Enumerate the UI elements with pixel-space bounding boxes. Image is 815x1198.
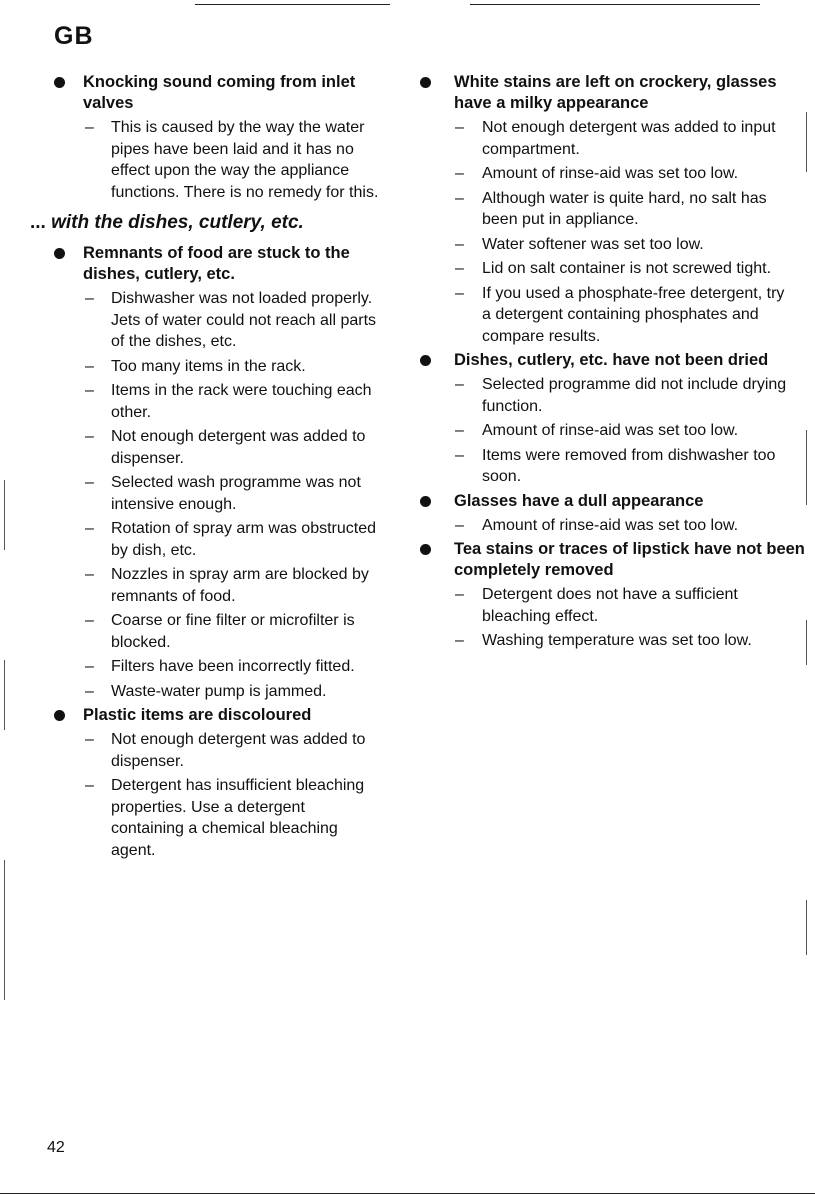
cause-item: – Amount of rinse-aid was set too low. <box>455 165 739 182</box>
bullet-icon <box>420 355 431 366</box>
cause-item: – Detergent does not have a sufficient bleaching effect. <box>455 586 738 625</box>
issue-block <box>0 72 400 203</box>
section-title: ... with the dishes, cutlery, etc. <box>30 212 304 233</box>
left-column <box>0 72 400 864</box>
cause-item: – Amount of rinse-aid was set too low. <box>455 422 739 439</box>
issue-heading: Knocking sound coming from inlet valves <box>83 73 356 112</box>
scan-margin-line <box>4 860 5 1000</box>
cause-item: – Detergent has insufficient bleaching properties. Use a detergent containing a chemical bleaching agent. <box>85 777 365 859</box>
bullet-icon <box>54 248 65 259</box>
cause-item: – Too many items in the rack. <box>85 357 306 375</box>
issue-heading: Dishes, cutlery, etc. have not been dried <box>454 351 769 369</box>
bottom-rule <box>0 1193 815 1194</box>
cause-item: – Dishwasher was not loaded properly. Jets of water could not reach all parts of the dishes, etc. <box>85 290 377 350</box>
scan-margin-line <box>806 900 807 955</box>
right-column <box>415 72 815 655</box>
cause-item: – Not enough detergent was added to input compartment. <box>455 119 776 158</box>
bullet-icon <box>420 496 431 507</box>
issue-block <box>0 243 400 702</box>
scan-margin-line <box>806 430 807 505</box>
bullet-icon <box>54 77 65 88</box>
cause-list <box>0 729 400 861</box>
issue-heading: Glasses have a dull appearance <box>454 491 704 510</box>
cause-item: – Filters have been incorrectly fitted. <box>85 658 355 675</box>
scan-margin-line <box>4 660 5 730</box>
cause-item: – This is caused by the way the water pipes have been laid and it has no effect upon the way the appliance functions. There is no remedy for this. <box>85 119 379 201</box>
cause-list <box>415 584 815 652</box>
bullet-icon <box>420 544 431 555</box>
issue-block <box>415 539 815 652</box>
issue-block <box>0 705 400 861</box>
issue-heading: Plastic items are discoloured <box>83 706 312 724</box>
cause-item: – Although water is quite hard, no salt has been put in appliance. <box>455 189 767 228</box>
cause-list <box>415 515 815 537</box>
cause-item: – Coarse or fine filter or microfilter is blocked. <box>85 612 355 651</box>
cause-item: – Not enough detergent was added to dispenser. <box>85 428 366 467</box>
cause-item: – Selected wash programme was not intensive enough. <box>85 474 361 513</box>
top-rule <box>195 4 390 5</box>
cause-item: – Water softener was set too low. <box>455 235 704 253</box>
cause-item: – Amount of rinse-aid was set too low. <box>455 516 739 534</box>
cause-item: – Waste-water pump is jammed. <box>85 682 327 700</box>
page-number: 42 <box>47 1139 65 1156</box>
issue-block <box>415 350 815 488</box>
cause-item: – Washing temperature was set too low. <box>455 632 752 649</box>
cause-list <box>0 117 400 203</box>
scan-margin-line <box>806 620 807 665</box>
top-rule <box>470 4 760 5</box>
bullet-icon <box>54 710 65 721</box>
cause-item: – Selected programme did not include drying function. <box>455 376 787 415</box>
cause-item: – Items in the rack were touching each other. <box>85 382 372 421</box>
issue-heading: Remnants of food are stuck to the dishes, cutlery, etc. <box>83 244 350 283</box>
issue-heading: White stains are left on crockery, glasses have a milky appearance <box>454 73 777 112</box>
cause-item: – Rotation of spray arm was obstructed by dish, etc. <box>85 520 377 559</box>
cause-list <box>415 117 815 347</box>
cause-item: – If you used a phosphate-free detergent, try a detergent containing phosphates and compare results. <box>455 284 785 345</box>
language-code: GB <box>54 22 94 50</box>
scan-margin-line <box>4 480 5 550</box>
issue-heading: Tea stains or traces of lipstick have not been completely removed <box>454 540 805 579</box>
scan-margin-line <box>806 112 807 172</box>
cause-list <box>415 374 815 488</box>
cause-item: – Nozzles in spray arm are blocked by remnants of food. <box>85 566 369 605</box>
cause-item: – Lid on salt container is not screwed tight. <box>455 260 772 277</box>
issue-block <box>415 72 815 347</box>
cause-list <box>0 288 400 702</box>
cause-item: – Items were removed from dishwasher too soon. <box>455 446 776 485</box>
issue-block <box>415 491 815 537</box>
cause-item: – Not enough detergent was added to dispenser. <box>85 731 366 770</box>
bullet-icon <box>420 77 431 88</box>
